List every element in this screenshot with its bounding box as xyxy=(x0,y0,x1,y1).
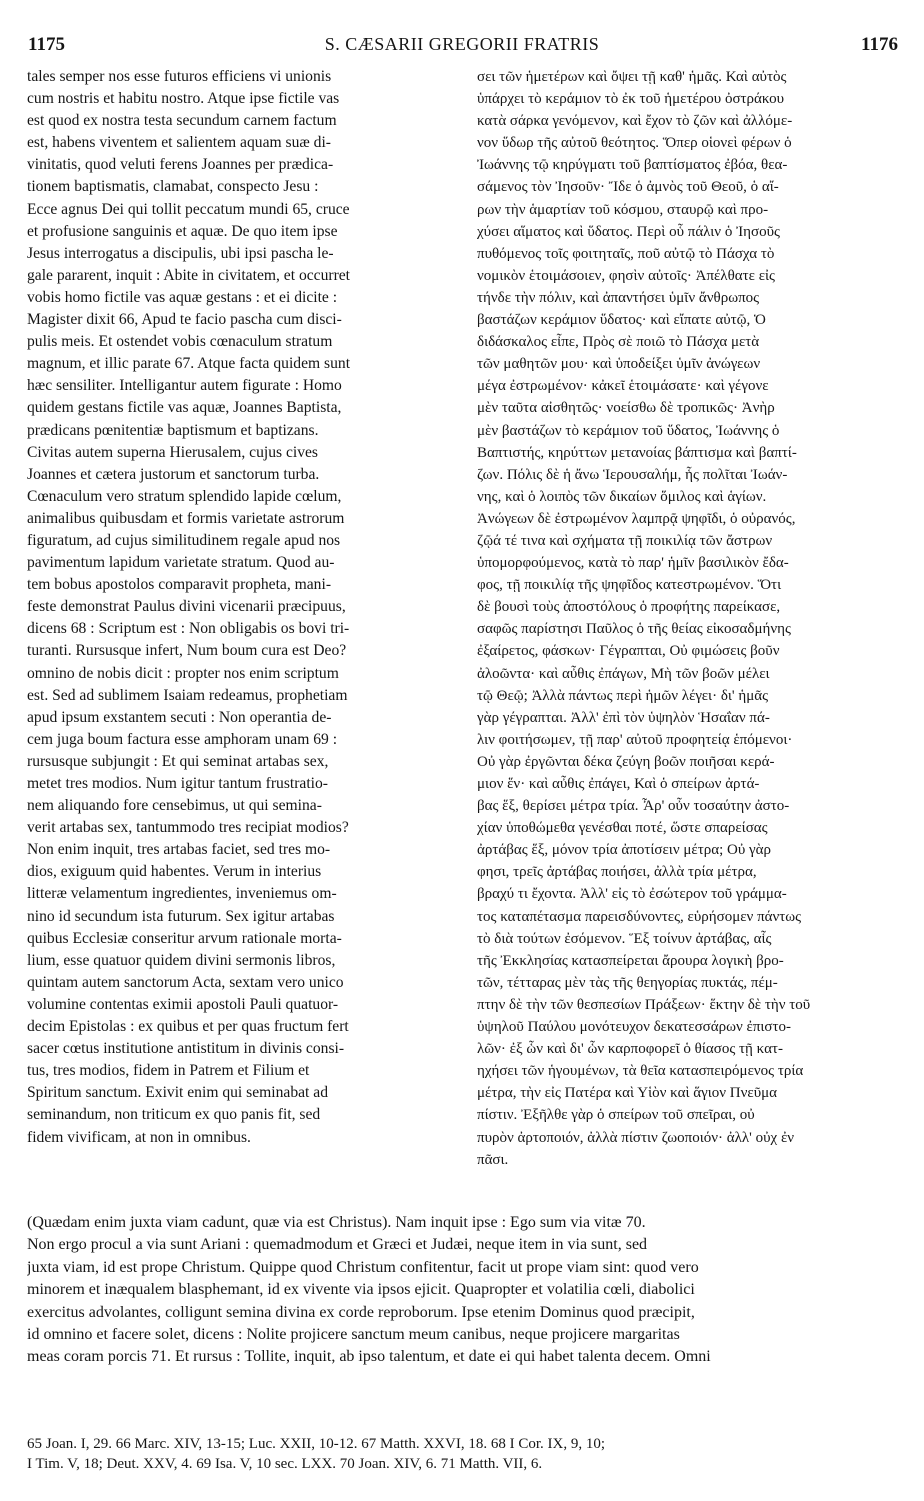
latin-line: tus, tres modios, fidem in Patrem et Filium et xyxy=(27,1062,310,1080)
continuation-line: juxta viam, id est prope Christum. Quippe quod Christum confitentur, facit ut prope viam sint: quod vero xyxy=(27,1258,699,1276)
latin-line: Spiritum sanctum. Exivit enim qui seminabat ad xyxy=(27,1084,329,1102)
latin-line: Ecce agnus Dei qui tollit peccatum mundi 65, cruce xyxy=(27,200,350,218)
latin-line: sacer cœtus institutione antistitum in divinis consi- xyxy=(27,1040,345,1058)
latin-line: quibus Ecclesiæ conseritur arvum rationale morta- xyxy=(27,929,342,947)
greek-line: χύσει αἵματος καὶ ὕδατος. Περὶ οὗ πάλιν ὁ Ἰησοῦς xyxy=(477,223,780,240)
greek-line: Οὐ γὰρ ἐργῶνται δέκα ζεύγη βοῶν ποιῆσαι κερά- xyxy=(477,753,775,770)
greek-line: βραχύ τι ἔχοντα. Ἀλλ' εἰς τὸ ἐσώτερον τοῦ γράμμα- xyxy=(477,886,787,903)
latin-line: apud ipsum exstantem secuti : Non operantia de- xyxy=(27,708,332,726)
footnote-line: I Tim. V, 18; Deut. XXV, 4. 69 Isa. V, 10 sec. LXX. 70 Joan. XIV, 6. 71 Matth. VII, 6. xyxy=(27,1456,543,1472)
footnote-line: 65 Joan. I, 29. 66 Marc. XIV, 13-15; Luc. XXII, 10-12. 67 Matth. XXVI, 18. 68 I Cor. IX, 9, 10; xyxy=(27,1436,605,1452)
greek-line: τήνδε τὴν πόλιν, καὶ ἀπαντήσει ὑμῖν ἄνθρωπος xyxy=(477,289,760,306)
latin-line: Cœnaculum vero stratum splendido lapide cœlum, xyxy=(27,487,342,505)
greek-line: ὑπομορφούμενος, κατὰ τὸ παρ' ἡμῖν βασιλικὸν ἔδα- xyxy=(477,555,789,572)
greek-line: πυθόμενος τοῖς φοιτηταῖς, ποῦ αὐτῷ τὸ Πάσχα τὸ xyxy=(477,245,775,262)
greek-line: μέγα ἐστρωμένον· κἀκεῖ ἑτοιμάσατε· καὶ γέγονε xyxy=(477,378,769,395)
continuation-line: (Quædam enim juxta viam cadunt, quæ via est Christus). Nam inquit ipse : Ego sum via vitæ 70. xyxy=(27,1214,646,1231)
greek-line: λῶν· ἐξ ὧν καὶ δι' ὧν καρποφορεῖ ὁ θίασος τῇ κατ- xyxy=(477,1041,783,1058)
greek-line: τὸ διὰ τούτων ἐσόμενον. Ἕξ τοίνυν ἀρτάβας, αἷς xyxy=(477,930,772,947)
greek-line: νον ὕδωρ τῆς αὐτοῦ θεότητος. Ὅπερ οἱονεὶ φέρων ὁ xyxy=(477,135,792,152)
latin-line: tales semper nos esse futuros efficiens vi unionis xyxy=(27,68,332,85)
latin-line: nino id secundum ista futurum. Sex igitur artabas xyxy=(27,907,335,925)
latin-line: figuratum, ad cujus similitudinem regale apud nos xyxy=(27,531,341,549)
greek-line: ὑπάρχει τὸ κεράμιον τὸ ἐκ τοῦ ἡμετέρου ὀστράκου xyxy=(477,91,785,108)
greek-line: φος, τῇ ποικιλίᾳ τῆς ψηφῖδος κατεστρωμένον. Ὅτι xyxy=(477,577,782,594)
latin-line: animalibus quibusdam et formis varietate astrorum xyxy=(27,509,345,527)
page-number-left: 1175 xyxy=(28,34,65,55)
latin-line: est, habens viventem et salientem aquam suæ di- xyxy=(27,134,332,152)
latin-line: tem bobus apostolos comparavit propheta, mani- xyxy=(27,576,332,594)
greek-line: τος καταπέτασμα παρεισδύνοντες, εὑρήσομεν πάντως xyxy=(477,908,802,925)
greek-line: σαφῶς παρίστησι Παῦλος ὁ τῆς θείας εἰκοσαδμήνης xyxy=(477,621,791,638)
latin-column xyxy=(27,66,457,1149)
greek-column xyxy=(477,66,907,1171)
greek-line: δὲ βουσὶ τοὺς ἀποστόλους ὁ προφήτης παρείκασε, xyxy=(477,599,781,616)
latin-line: hæc sensiliter. Intelligantur autem figurate : Homo xyxy=(27,377,342,395)
latin-line: cem juga boum factura esse amphoram unam 69 : xyxy=(27,730,338,748)
greek-line: πίστιν. Ἐξῆλθε γὰρ ὁ σπείρων τοῦ σπεῖραι, οὐ xyxy=(477,1107,755,1124)
latin-line: decim Epistolas : ex quibus et per quas fructum fert xyxy=(27,1018,349,1036)
greek-line: τῶν, τέτταρας μὲν τὰς τῆς θεηγορίας πυκτάς, πέμ- xyxy=(477,974,778,991)
latin-line: verit artabas sex, tantummodo tres recipiat modios? xyxy=(27,819,349,837)
greek-line: ὑψηλοῦ Παύλου μονότευχον δεκατεσσάρων ἐπιστο- xyxy=(477,1019,792,1036)
latin-line: vinitatis, quod veluti ferens Joannes per prædica- xyxy=(27,156,334,174)
latin-line: nem aliquando fore censebimus, ut qui semina- xyxy=(27,797,322,815)
latin-line: dios, exiguum quid habentes. Verum in interius xyxy=(27,863,322,881)
greek-line: ζων. Πόλις δὲ ἡ ἄνω Ἱερουσαλήμ, ἧς πολῖται Ἰωάν- xyxy=(477,466,788,483)
latin-line: Civitas autem superna Hierusalem, cujus cives xyxy=(27,443,319,461)
latin-line: cum nostris et habitu nostro. Atque ipse fictile vas xyxy=(27,90,340,108)
latin-line: metet tres modios. Num igitur tantum frustratio- xyxy=(27,775,328,792)
greek-line: φησι, τρεῖς ἀρτάβας ποιήσει, ἀλλὰ τρία μέτρα, xyxy=(477,864,757,881)
latin-line: et profusione sanguinis et aquæ. De quo item ipse xyxy=(27,222,338,240)
greek-line: ἐξαίρετος, φάσκων· Γέγραπται, Οὐ φιμώσεις βοῦν xyxy=(477,643,780,660)
greek-line: πυρὸν ἀρτοποιόν, ἀλλὰ πίστιν ζωοποιόν· ἀλλ' οὐχ ἐν xyxy=(477,1129,795,1146)
greek-line: βαστάζων κεράμιον ὕδατος· καὶ εἴπατε αὐτῷ, Ὁ xyxy=(477,312,766,329)
latin-line: Joannes et cætera justorum et sanctorum turba. xyxy=(27,465,320,483)
page-number-right: 1176 xyxy=(861,34,898,55)
latin-line: tionem baptismatis, clamabat, conspecto Jesu : xyxy=(27,178,319,196)
continuation-line: id omnino et facere solet, dicens : Nolite projicere sanctum meum canibus, neque projicere margaritas xyxy=(27,1325,680,1343)
greek-line: Βαπτιστής, κηρύττων μετανοίας βάπτισμα καὶ βαπτί- xyxy=(477,444,797,461)
continuation-line: meas coram porcis 71. Et rursus : Tollite, inquit, ab ipso talentum, et date ei qui habet talenta decem. Omni xyxy=(27,1348,711,1366)
greek-line: μιον ἕν· καὶ αὖθις ἐπάγει, Καὶ ὁ σπείρων ἀρτά- xyxy=(477,776,760,792)
running-title: S. CÆSARII GREGORII FRATRIS xyxy=(324,34,600,54)
latin-line: est. Sed ad sublimem Isaiam redeamus, prophetiam xyxy=(27,686,348,704)
greek-line: μέτρα, τὴν εἰς Πατέρα καὶ Υἱὸν καὶ ἅγιον Πνεῦμα xyxy=(477,1085,778,1102)
greek-line: γὰρ γέγραπται. Ἀλλ' ἐπὶ τὸν ὑψηλὸν Ἡσαΐαν πά- xyxy=(477,709,770,726)
footnotes xyxy=(27,1434,904,1474)
latin-line: quintam autem sanctorum Acta, sextam vero unico xyxy=(27,973,344,991)
greek-line: πᾶσι. xyxy=(477,1151,509,1168)
greek-line: πτην δὲ τὴν τῶν θεσπεσίων Πράξεων· ἕκτην δὲ τὴν τοῦ xyxy=(477,996,811,1013)
greek-line: μὲν βαστάζων τὸ κεράμιον τοῦ ὕδατος, Ἰωάννης ὁ xyxy=(477,422,780,439)
latin-line: Non enim inquit, tres artabas faciet, sed tres mo- xyxy=(27,841,331,859)
latin-line: dicens 68 : Scriptum est : Non obligabis os bovi tri- xyxy=(27,620,350,638)
greek-line: τῶν μαθητῶν μου· καὶ ὑποδείξει ὑμῖν ἀνώγεων xyxy=(477,356,761,373)
continuation-line: exercitus advolantes, colligunt semina divina ex corde reproborum. Ipse etenim Dominus quod præcipit, xyxy=(27,1303,695,1321)
greek-line: διδάσκαλος εἶπε, Πρὸς σὲ ποιῶ τὸ Πάσχα μετὰ xyxy=(477,334,760,351)
greek-line: Ἰωάννης τῷ κηρύγματι τοῦ βαπτίσματος ἐβόα, θεα- xyxy=(477,157,788,174)
greek-line: ζῷά τέ τινα καὶ σχήματα τῇ ποικιλίᾳ τῶν ἄστρων xyxy=(477,532,773,549)
latin-line: prædicans pœnitentiæ baptismum et baptizans. xyxy=(27,421,319,439)
greek-line: λιν φοιτήσωμεν, τῇ παρ' αὐτοῦ προφητείᾳ ἑπόμενοι· xyxy=(477,731,793,748)
greek-line: κατὰ σάρκα γενόμενον, καὶ ἔχον τὸ ζῶν καὶ ἀλλόμε- xyxy=(477,113,793,130)
greek-line: Ἀνώγεων δὲ ἐστρωμένον λαμπρᾷ ψηφῖδι, ὁ οὐρανός, xyxy=(477,510,796,527)
latin-line: est quod ex nostra testa secundum carnem factum xyxy=(27,112,337,130)
latin-line: Jesus interrogatus a discipulis, ubi ipsi pascha le- xyxy=(27,244,334,262)
greek-line: βας ἕξ, θερίσει μέτρα τρία. Ἆρ' οὖν τοσαύτην ἀστο- xyxy=(477,798,790,815)
latin-line: seminandum, non triticum ex quo panis fit, sed xyxy=(27,1106,321,1124)
latin-line: pulis meis. Et ostendet vobis cœnaculum stratum xyxy=(27,333,333,351)
greek-line: σει τῶν ἡμετέρων καὶ ὄψει τῇ καθ' ἡμᾶς. Καὶ αὐτὸς xyxy=(477,69,787,85)
latin-line: omnino de nobis dicit : propter nos enim scriptum xyxy=(27,664,339,682)
greek-line: χίαν ὑποθώμεθα γενέσθαι ποτέ, ὥστε σπαρείσας xyxy=(477,820,768,837)
greek-line: τῷ Θεῷ; Ἀλλὰ πάντως περὶ ἡμῶν λέγει· δι' ἡμᾶς xyxy=(477,687,769,704)
greek-line: νομικὸν ἑτοιμάσοιεν, φησὶν αὐτοῖς· Ἀπέλθατε εἰς xyxy=(477,267,775,284)
latin-line: pavimentum lapidum varietate stratum. Quod au- xyxy=(27,554,335,572)
greek-line: ρων τὴν ἁμαρτίαν τοῦ κόσμου, σταυρῷ καὶ προ- xyxy=(477,201,769,218)
continuation-line: minorem et inæqualem blasphemant, id ex vivente via ipsos ejicit. Quapropter et volatilia cœli, diabolici xyxy=(27,1281,695,1299)
latin-line: litteræ velamentum ingredientes, inveniemus om- xyxy=(27,885,337,903)
latin-line: quidem gestans fictile vas aquæ, Joannes Baptista, xyxy=(27,399,342,417)
continuation-text xyxy=(27,1212,904,1369)
greek-line: μὲν ταῦτα αἰσθητῶς· νοείσθω δὲ τροπικῶς· Ἀνὴρ xyxy=(477,400,775,417)
latin-line: volumine contentas eximii apostoli Pauli quatuor- xyxy=(27,995,339,1013)
greek-line: ἀλοῶντα· καὶ αὖθις ἐπάγων, Μὴ τῶν βοῶν μέλει xyxy=(477,665,770,682)
latin-line: gale pararent, inquit : Abite in civitatem, et occurret xyxy=(27,266,351,284)
latin-line: fidem vivificam, at non in omnibus. xyxy=(27,1128,251,1146)
latin-line: rursusque subjungit : Et qui seminat artabas sex, xyxy=(27,752,329,770)
greek-line: σάμενος τὸν Ἰησοῦν· Ἴδε ὁ ἀμνὸς τοῦ Θεοῦ, ὁ αἴ- xyxy=(477,179,779,196)
greek-line: νης, καὶ ὁ λοιπὸς τῶν δικαίων ὅμιλος καὶ ἁγίων. xyxy=(477,488,767,505)
latin-line: magnum, et illic parate 67. Atque facta quidem sunt xyxy=(27,355,351,373)
greek-line: ηχήσει τῶν ἡγουμένων, τὰ θεῖα κατασπειρόμενος τρία xyxy=(477,1063,804,1080)
greek-line: ἀρτάβας ἕξ, μόνον τρία ἀποτίσειν μέτρα; Οὐ γὰρ xyxy=(477,842,771,859)
latin-line: Magister dixit 66, Apud te facio pascha cum disci- xyxy=(27,311,342,329)
greek-line: τῆς Ἐκκλησίας κατασπείρεται ἄρουρα λογικὴ βρο- xyxy=(477,952,784,969)
continuation-line: Non ergo procul a via sunt Ariani : quemadmodum et Græci et Judæi, neque item in via sunt, sed xyxy=(27,1236,648,1254)
latin-line: turanti. Rursusque infert, Num boum cura est Deo? xyxy=(27,642,347,660)
latin-line: vobis homo fictile vas aquæ gestans : et ei dicite : xyxy=(27,288,338,306)
latin-line: feste demonstrat Paulus divini vicenarii præcipuus, xyxy=(27,598,346,616)
latin-line: lium, esse quatuor quidem divini sermonis libros, xyxy=(27,951,336,969)
